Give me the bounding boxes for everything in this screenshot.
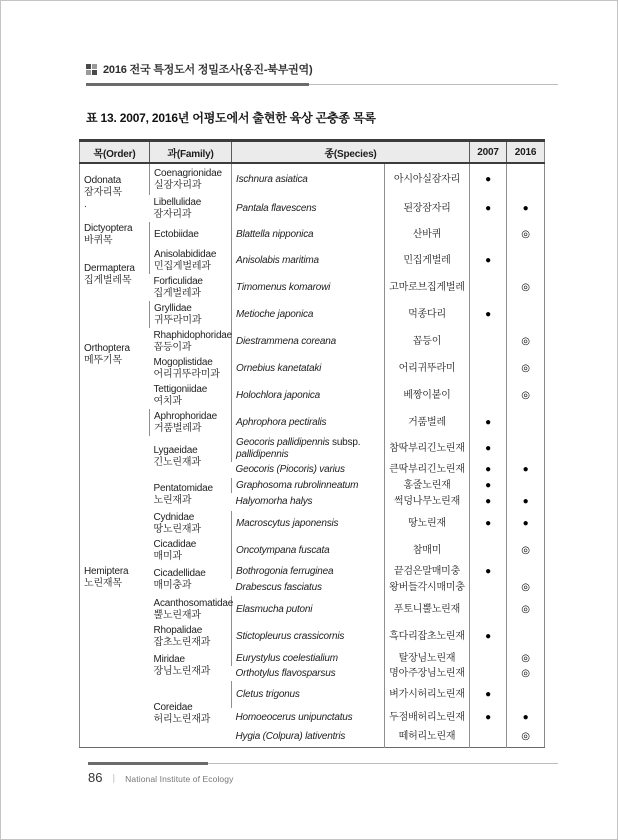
order-cell-orthoptera: Orthoptera 메뚜기목 — [84, 343, 130, 366]
family-cell: Miridae 장님노린재과 — [153, 654, 211, 677]
family-cell: Forficulidae 집게벌레과 — [153, 275, 203, 299]
presence-2007 — [470, 579, 507, 596]
species-latin: Metioche japonica — [232, 301, 385, 328]
table-row — [80, 564, 545, 579]
report-header-title: 2016 전국 특정도서 정밀조사(옹진-북부권역) — [103, 64, 313, 76]
species-korean: 탈장님노린재 — [385, 651, 470, 666]
col-header-2016: 2016 — [507, 141, 545, 164]
presence-2016: ◎ — [507, 579, 545, 596]
stray-period: . — [84, 199, 87, 210]
table-row — [80, 478, 545, 493]
table-caption: 표 13. 2007, 2016년 어평도에서 출현한 육상 곤충종 목록 — [86, 111, 376, 125]
order-cell-dictyoptera: Dictyoptera 바퀴목 — [84, 223, 133, 246]
table-row — [80, 436, 545, 462]
presence-2016: ◎ — [507, 651, 545, 666]
presence-2016 — [507, 623, 545, 651]
presence-2016 — [507, 248, 545, 274]
presence-2007: ● — [470, 564, 507, 579]
presence-2016: ◎ — [507, 666, 545, 681]
presence-2016: ◎ — [507, 596, 545, 623]
presence-2007: ● — [470, 195, 507, 222]
table-row — [80, 248, 545, 274]
page-number: 86 — [88, 770, 103, 785]
presence-2016: ● — [507, 493, 545, 511]
family-cell: Libellulidae 잠자리과 — [153, 196, 202, 220]
table-row — [80, 163, 545, 195]
species-latin: Ischnura asiatica — [232, 163, 385, 195]
species-latin: Halyomorha halys — [235, 496, 313, 507]
species-latin: Elasmucha putoni — [232, 596, 385, 623]
species-latin: Orthotylus flavosparsus — [235, 667, 336, 679]
species-korean: 명아주장님노린재 — [385, 666, 470, 681]
presence-2007 — [470, 728, 507, 747]
table-row — [80, 537, 545, 564]
table-row — [80, 355, 545, 382]
document-footer — [88, 762, 558, 785]
presence-2016: ● — [507, 462, 545, 478]
footer-rule — [88, 762, 558, 765]
presence-2007: ● — [470, 493, 507, 511]
family-cell: Aphrophoridae 거품벌레과 — [150, 409, 232, 436]
species-latin: Oncotympana fuscata — [232, 537, 385, 564]
species-latin: Drabescus fasciatus — [235, 581, 322, 593]
table-row — [80, 596, 545, 623]
presence-2007: ● — [470, 436, 507, 462]
presence-2016: ◎ — [507, 382, 545, 409]
presence-2007: ● — [470, 708, 507, 728]
table-row — [80, 651, 545, 666]
family-cell: Tettigoniidae 여치과 — [153, 383, 208, 407]
species-korean: 큰딱부리긴노린재 — [385, 462, 470, 478]
species-korean: 썩덩나무노린재 — [385, 493, 470, 511]
species-latin: Stictopleurus crassicornis — [232, 623, 385, 651]
presence-2016: ● — [507, 195, 545, 222]
presence-2007 — [470, 651, 507, 666]
presence-2007: ● — [470, 681, 507, 708]
species-korean: 땅노린재 — [385, 511, 470, 537]
species-latin: Homoeocerus unipunctatus — [235, 712, 353, 723]
species-korean: 푸토니뿔노린재 — [385, 596, 470, 623]
species-korean: 먹종다리 — [385, 301, 470, 328]
col-header-order: 목(Order) — [80, 141, 150, 164]
presence-2007 — [470, 355, 507, 382]
species-latin: Bothrogonia ferruginea — [232, 564, 385, 579]
family-cell: Gryllidae 귀뚜라미과 — [150, 301, 232, 328]
species-korean: 꼽등이 — [385, 328, 470, 355]
table-row — [80, 623, 545, 651]
presence-2016: ◎ — [507, 728, 545, 747]
species-korean: 고마로브집게벌레 — [385, 274, 470, 301]
presence-2016 — [507, 681, 545, 708]
species-korean: 민집게벌레 — [385, 248, 470, 274]
species-korean: 홍줄노린재 — [385, 478, 470, 493]
table-row — [80, 511, 545, 537]
presence-2007: ● — [470, 478, 507, 493]
col-header-2007: 2007 — [470, 141, 507, 164]
family-cell: Mogoplistidae 어리귀뚜라미과 — [153, 356, 220, 380]
species-korean: 아시아실잠자리 — [385, 163, 470, 195]
presence-2016: ◎ — [507, 222, 545, 248]
presence-2007 — [470, 274, 507, 301]
table-row — [80, 222, 545, 248]
presence-2007 — [470, 596, 507, 623]
presence-2007: ● — [470, 623, 507, 651]
family-cell: Acanthosomatidae 뿔노린재과 — [153, 597, 234, 621]
species-latin: Anisolabis maritima — [232, 248, 385, 274]
family-cell: Anisolabididae 민집게벌레과 — [150, 248, 232, 274]
footer-organization: National Institute of Ecology — [125, 774, 234, 784]
presence-2007 — [470, 328, 507, 355]
table-row — [80, 409, 545, 436]
presence-2016: ◎ — [507, 274, 545, 301]
presence-2016: ● — [507, 708, 545, 728]
table-header-row — [80, 141, 545, 164]
species-korean: 어리귀뚜라미 — [385, 355, 470, 382]
species-latin: Geocoris (Piocoris) varius — [235, 464, 345, 475]
presence-2007: ● — [470, 248, 507, 274]
presence-2016: ◎ — [507, 328, 545, 355]
footer-line — [88, 770, 558, 785]
presence-2016 — [507, 301, 545, 328]
species-korean: 베짱이붙이 — [385, 382, 470, 409]
table-row — [80, 328, 545, 355]
col-header-family: 과(Family) — [150, 141, 232, 164]
species-latin: Timomenus komarowi — [232, 274, 385, 301]
species-latin: Pantala flavescens — [232, 195, 385, 222]
species-korean: 거품벌레 — [385, 409, 470, 436]
species-korean: 벼가시허리노린재 — [385, 681, 470, 708]
family-cell: Coreidae 허리노린재과 — [153, 701, 211, 725]
presence-2016 — [507, 409, 545, 436]
family-cell: Cicadidae 매미과 — [153, 538, 197, 562]
presence-2007: ● — [470, 301, 507, 328]
family-cell: Pentatomidae 노린재과 — [153, 482, 213, 506]
presence-2016 — [507, 163, 545, 195]
species-latin: Geocoris pallidipennis subsp. pallidipennis — [232, 436, 385, 462]
presence-2007: ● — [470, 462, 507, 478]
order-cell-dermaptera: Dermaptera 집게벌레목 — [84, 262, 135, 286]
species-korean: 참딱부리긴노린재 — [385, 436, 470, 462]
species-latin: Diestrammena coreana — [232, 328, 385, 355]
family-cell: Rhaphidophoridae 꼽등이과 — [153, 329, 233, 353]
species-latin: Holochlora japonica — [232, 382, 385, 409]
species-table — [79, 139, 545, 748]
presence-2007: ● — [470, 511, 507, 537]
species-korean: 흑다리잡초노린재 — [385, 623, 470, 651]
document-header — [86, 61, 558, 86]
table-row — [80, 382, 545, 409]
presence-2007 — [470, 666, 507, 681]
species-latin: Macroscytus japonensis — [232, 511, 385, 537]
species-korean: 참매미 — [385, 537, 470, 564]
family-cell: Cydnidae 땅노린재과 — [153, 512, 201, 535]
presence-2007 — [470, 382, 507, 409]
order-cell-odonata: Odonata 잠자리목 . — [80, 163, 150, 222]
species-latin: Graphosoma rubrolinneatum — [232, 478, 385, 493]
presence-2016: ◎ — [507, 355, 545, 382]
family-cell: Cicadellidae 매미충과 — [153, 568, 206, 591]
species-korean: 떼허리노린재 — [385, 728, 470, 747]
header-line — [86, 61, 558, 77]
table-row — [80, 274, 545, 301]
presence-2016: ◎ — [507, 537, 545, 564]
table-row — [80, 195, 545, 222]
footer-separator: ㅣ — [109, 774, 119, 784]
species-latin: Ornebius kanetataki — [232, 355, 385, 382]
presence-2016 — [507, 478, 545, 493]
presence-2016 — [507, 564, 545, 579]
species-latin: Eurystylus coelestialium — [232, 651, 385, 666]
species-korean: 왕버들각시매미충 — [385, 579, 470, 596]
order-cell-hemiptera: Hemiptera 노린재목 — [84, 565, 129, 589]
col-header-species: 종(Species) — [232, 141, 470, 164]
family-cell: Lygaeidae 긴노린재과 — [153, 445, 201, 468]
presence-2016: ● — [507, 511, 545, 537]
family-cell: Rhopalidae 잡초노린재과 — [153, 625, 211, 648]
presence-2007 — [470, 222, 507, 248]
species-latin: Aphrophora pectiralis — [232, 409, 385, 436]
species-korean: 두점배허리노린재 — [385, 708, 470, 728]
family-cell: Ectobiidae — [150, 222, 232, 248]
table-row — [80, 681, 545, 708]
species-latin: Blattella nipponica — [232, 222, 385, 248]
presence-2007: ● — [470, 163, 507, 195]
header-rule — [86, 83, 558, 86]
presence-2007: ● — [470, 409, 507, 436]
presence-2007 — [470, 537, 507, 564]
table-row — [80, 301, 545, 328]
report-dots-logo-icon — [86, 64, 97, 75]
species-latin: Hygia (Colpura) lativentris — [235, 731, 346, 743]
presence-2016 — [507, 436, 545, 462]
species-latin: Cletus trigonus — [232, 681, 385, 708]
species-korean: 된장잠자리 — [385, 195, 470, 222]
family-cell: Coenagrionidae 실잠자리과 — [150, 163, 232, 195]
species-korean: 산바퀴 — [385, 222, 470, 248]
species-korean: 끝검은말매미충 — [385, 564, 470, 579]
